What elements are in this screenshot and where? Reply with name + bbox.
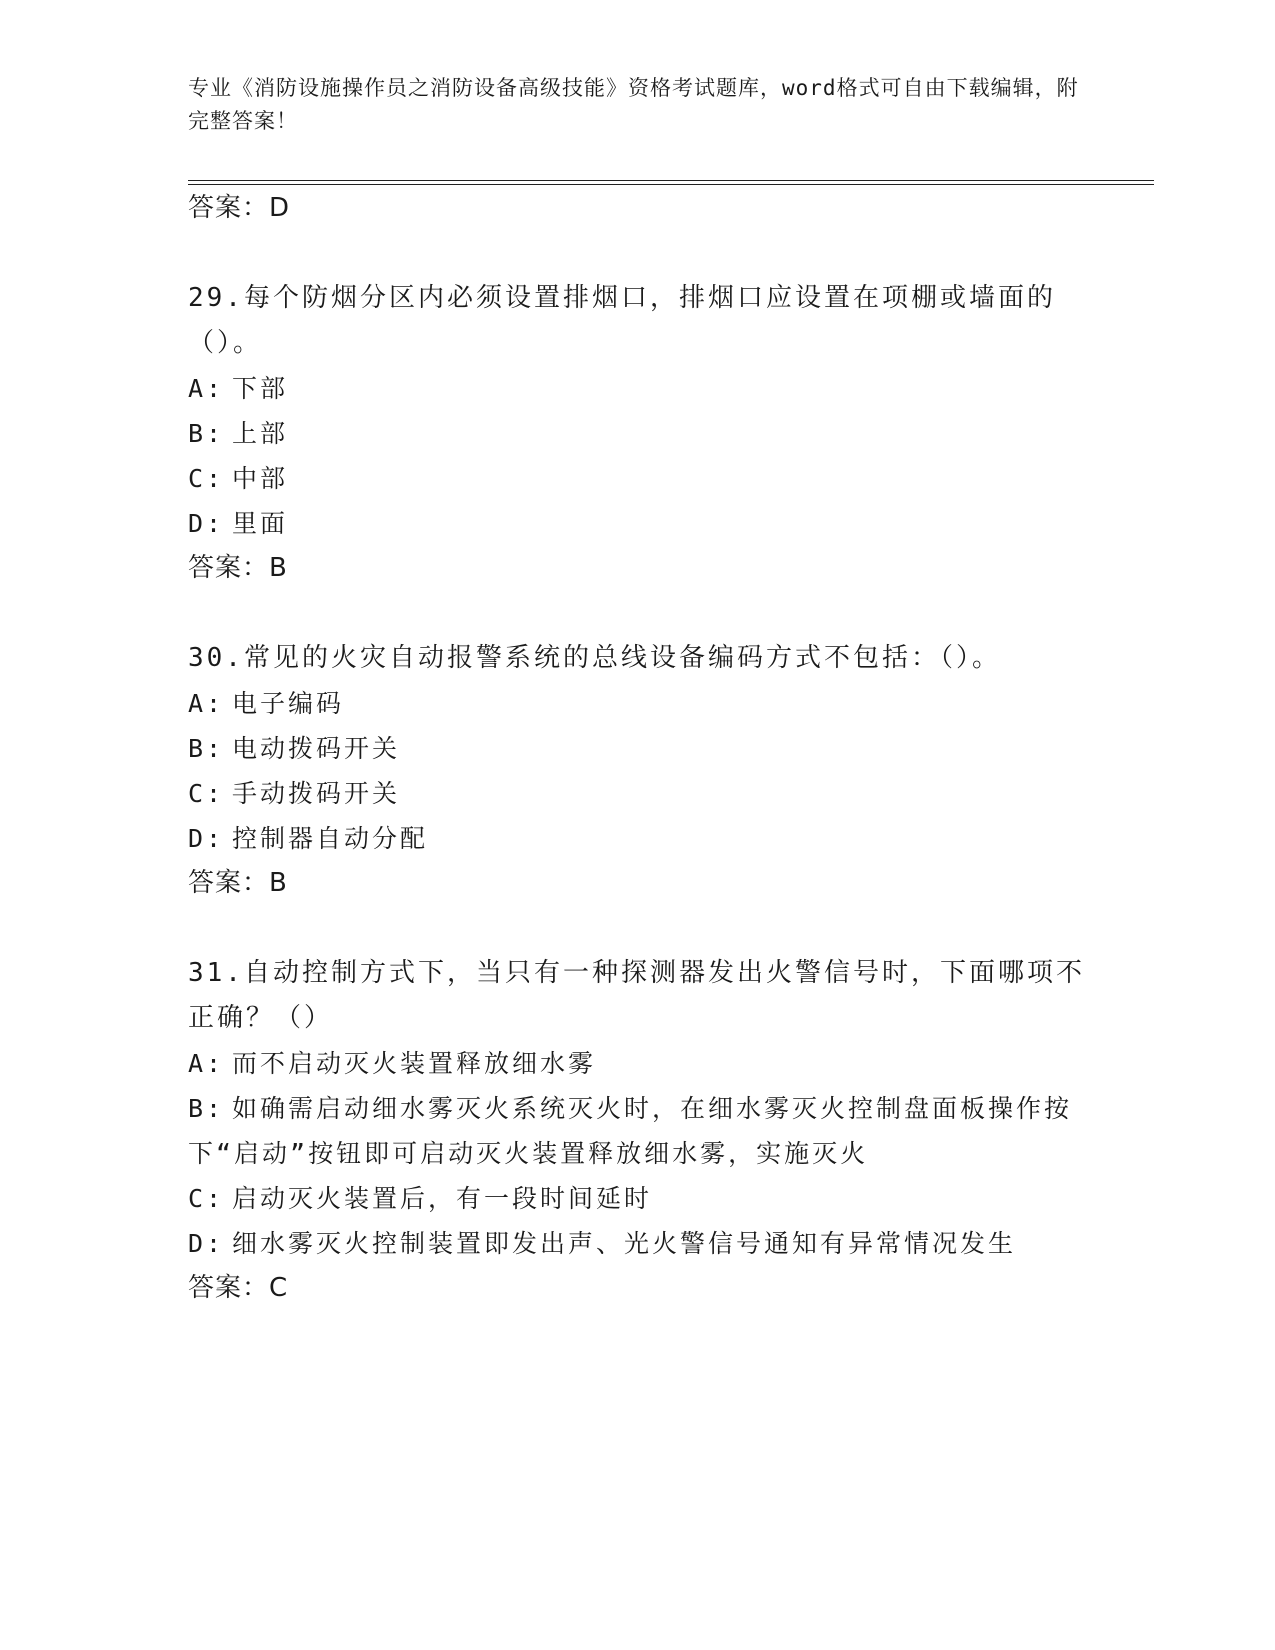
question-text: 30.常见的火灾自动报警系统的总线设备编码方式不包括：（）。 (188, 643, 1001, 673)
question-text: 29.每个防烟分区内必须设置排烟口，排烟口应设置在项棚或墙面的（）。 (188, 283, 1056, 358)
option-letter: D: (188, 1229, 225, 1258)
option-letter: C: (188, 464, 225, 493)
answer: 答案：C (188, 1273, 289, 1303)
previous-answer: 答案：D (188, 193, 291, 223)
option-d (188, 816, 1088, 861)
spacer (188, 906, 1088, 951)
option-letter: B: (188, 734, 225, 763)
option-text: 细水雾灭火控制装置即发出声、光火警信号通知有异常情况发生 (232, 1229, 1017, 1258)
option-c (188, 456, 1088, 501)
option-c (188, 1176, 1088, 1221)
question-31 (188, 951, 1088, 1311)
option-text: 下部 (232, 374, 289, 403)
option-text: 而不启动灭火装置释放细水雾 (232, 1049, 597, 1078)
option-letter: A: (188, 374, 225, 403)
option-text: 电动拨码开关 (232, 734, 401, 763)
header-divider-bottom (188, 184, 1154, 185)
option-text: 手动拨码开关 (232, 779, 401, 808)
option-d (188, 501, 1088, 546)
option-letter: C: (188, 779, 225, 808)
answer: 答案：B (188, 553, 288, 583)
option-letter: C: (188, 1184, 225, 1213)
question-list (188, 186, 1088, 1311)
option-letter: B: (188, 1094, 225, 1123)
option-text: 中部 (232, 464, 289, 493)
option-text: 电子编码 (232, 689, 345, 718)
question-text: 31.自动控制方式下，当只有一种探测器发出火警信号时，下面哪项不正确？（） (188, 958, 1085, 1033)
question-30 (188, 636, 1088, 906)
answer: 答案：B (188, 868, 288, 898)
option-letter: D: (188, 824, 225, 853)
option-a (188, 366, 1088, 411)
document-header: 专业《消防设施操作员之消防设备高级技能》资格考试题库，word格式可自由下载编辑，附完整答案！ (188, 76, 1079, 133)
question-29 (188, 276, 1088, 591)
option-text: 控制器自动分配 (232, 824, 429, 853)
option-letter: B: (188, 419, 225, 448)
option-letter: A: (188, 689, 225, 718)
option-b (188, 1086, 1088, 1176)
option-c (188, 771, 1088, 816)
option-text: 上部 (232, 419, 289, 448)
option-b (188, 411, 1088, 456)
option-text: 启动灭火装置后，有一段时间延时 (232, 1184, 653, 1213)
header-divider-top (188, 180, 1154, 181)
option-text: 如确需启动细水雾灭火系统灭火时，在细水雾灭火控制盘面板操作按下“启动”按钮即可启动灭火装置释放细水雾，实施灭火 (188, 1094, 1073, 1168)
option-letter: A: (188, 1049, 225, 1078)
option-b (188, 726, 1088, 771)
option-a (188, 681, 1088, 726)
option-a (188, 1041, 1088, 1086)
spacer (188, 231, 1088, 276)
option-text: 里面 (232, 509, 289, 538)
option-letter: D: (188, 509, 225, 538)
option-d (188, 1221, 1088, 1266)
spacer (188, 591, 1088, 636)
